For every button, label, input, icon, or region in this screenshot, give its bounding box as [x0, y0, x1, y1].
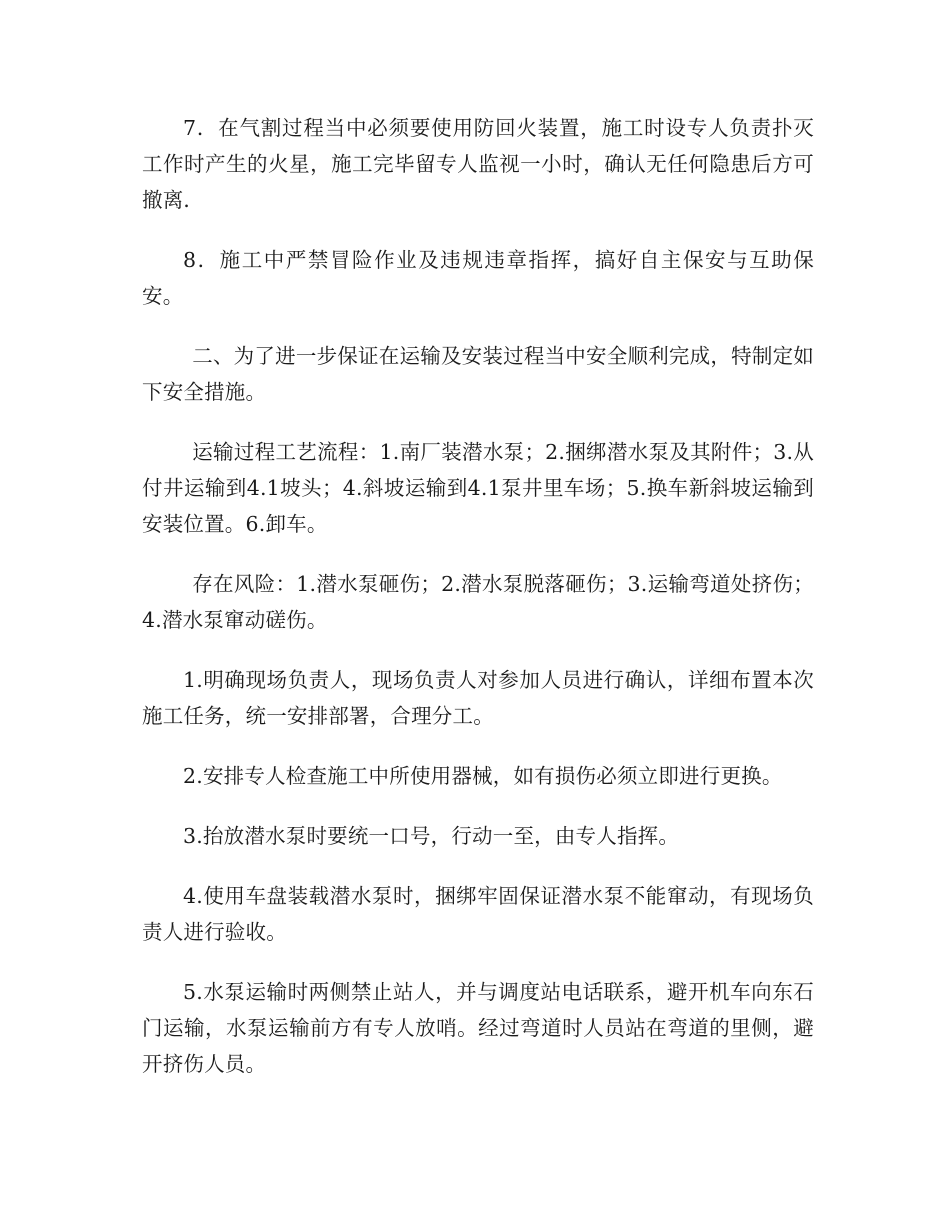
- document-body: [142, 110, 814, 1106]
- measure-item-1: 1.明确现场负责人，现场负责人对参加人员进行确认，详细布置本次施工任务，统一安排部署，合理分工。: [142, 668, 814, 728]
- measure-item-4: 4.使用车盘装载潜水泵时，捆绑牢固保证潜水泵不能窜动，有现场负责人进行验收。: [142, 884, 814, 944]
- measure-item-2: 2.安排专人检查施工中所使用器械，如有损伤必须立即进行更换。: [183, 764, 783, 788]
- measure-item-3: 3.抬放潜水泵时要统一口号，行动一至，由专人指挥。: [183, 824, 680, 848]
- risk-paragraph: 存在风险：1.潜水泵砸伤；2.潜水泵脱落砸伤；3.运输弯道处挤伤；4.潜水泵窜动磋伤。: [142, 572, 814, 632]
- transport-process-paragraph: 运输过程工艺流程：1.南厂装潜水泵；2.捆绑潜水泵及其附件；3.从付井运输到4.1坡头；4.斜坡运输到4.1泵井里车场；5.换车新斜坡运输到安装位置。6.卸车。: [142, 440, 814, 536]
- measure-item-5: 5.水泵运输时两侧禁止站人，并与调度站电话联系，避开机车向东石门运输，水泵运输前方有专人放哨。经过弯道时人员站在弯道的里侧，避开挤伤人员。: [142, 980, 814, 1076]
- paragraph-item-7: 7．在气割过程当中必须要使用防回火装置，施工时设专人负责扑灭工作时产生的火星，施工完毕留专人监视一小时，确认无任何隐患后方可撤离．: [142, 116, 814, 212]
- section-two-heading-paragraph: 二、为了进一步保证在运输及安装过程当中安全顺利完成，特制定如下安全措施。: [142, 344, 814, 404]
- paragraph-item-8: 8．施工中严禁冒险作业及违规违章指挥，搞好自主保安与互助保安。: [142, 248, 814, 308]
